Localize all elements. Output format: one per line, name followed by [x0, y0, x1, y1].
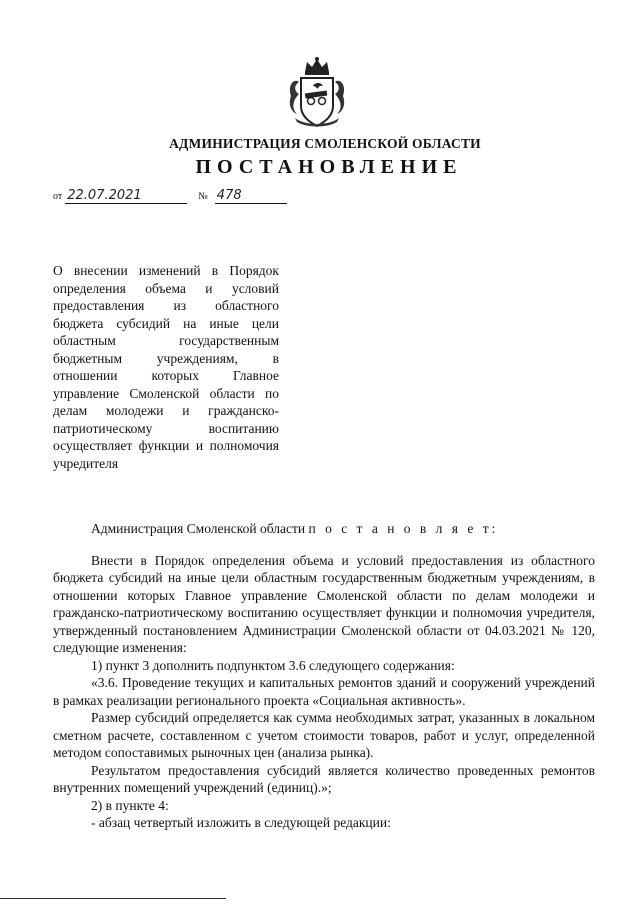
- resolution-lead: [53, 520, 595, 538]
- paragraph: - абзац четвертый изложить в следующей редакции:: [91, 815, 391, 830]
- date-number-line: [53, 188, 287, 204]
- paragraph: 1) пункт 3 дополнить подпунктом 3.6 следующего содержания:: [91, 657, 455, 673]
- number-value: 478: [215, 188, 287, 204]
- paragraph: Результатом предоставления субсидий является количество проведенных ремонтов внутренних помещений учреждений (единиц).»;: [53, 762, 595, 795]
- footer-divider: [0, 898, 226, 899]
- document-type-title: ПОСТАНОВЛЕНИЕ: [195, 156, 463, 178]
- date-label: от: [53, 191, 63, 202]
- number-label: №: [198, 191, 208, 202]
- paragraph: 2) в пункте 4:: [91, 797, 169, 813]
- lead-prefix: Администрация Смоленской области: [91, 521, 306, 536]
- paragraph: «3.6. Проведение текущих и капитальных ремонтов зданий и сооружений учреждений в рамках реализации регионального проекта «Социальная активность».: [53, 675, 595, 708]
- paragraph: Внести в Порядок определения объема и условий предоставления из областного бюджета субсидий на иные цели областным государственным бюджетным учреждениям, в отношении которых Главное управление Смоленской области по делам молодежи и гражданско-патриотическому воспитанию осуществляет функции и полномочия учредителя, утвержденный постановлением Администрации Смоленской области от 04.03.2021 № 120, следующие изменения:: [53, 552, 595, 655]
- document-subject: О внесении изменений в Порядок определения объема и условий предоставления из областного бюджета субсидий на иные цели областным государственным бюджетным учреждениям, в отношении которых Главное управление Смоленской области по делам молодежи и гражданско-патриотическому воспитанию осуществляет функции и полномочия учредителя: [53, 263, 279, 471]
- lead-verb: п о с т а н о в л я е т:: [308, 521, 499, 536]
- paragraph: Размер субсидий определяется как сумма необходимых затрат, указанных в локальном сметном расчете, составленном с учетом стоимости товаров, работ и услуг, определенной методом сопоставимых рыночных цен (анализа рынка).: [53, 710, 595, 760]
- coat-of-arms-icon: [285, 56, 349, 130]
- date-value: 22.07.2021: [65, 188, 187, 204]
- organization-name: АДМИНИСТРАЦИЯ СМОЛЕНСКОЙ ОБЛАСТИ: [169, 136, 481, 151]
- document-body: [53, 520, 595, 832]
